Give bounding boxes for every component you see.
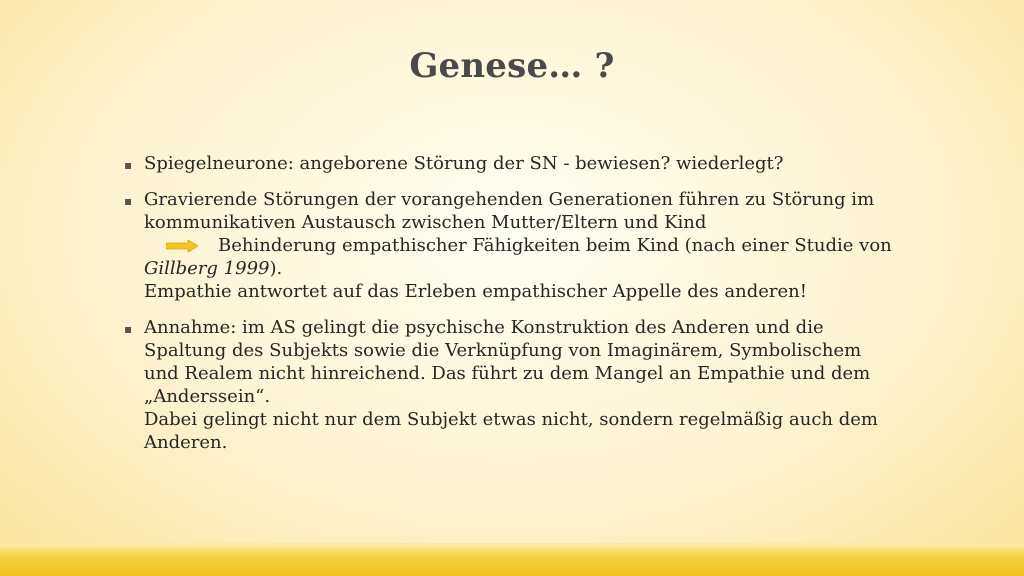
citation-tail: ). [269, 258, 283, 279]
bullet-3-line-3: und Realem nicht hinreichend. Das führt zu dem Mangel an Empathie und dem [144, 363, 871, 384]
bullet-2-line-3-text: Behinderung empathischer Fähigkeiten beim Kind (nach einer Studie von [218, 235, 892, 256]
bullet-marker: ▪ [124, 194, 133, 208]
citation-reference: Gillberg 1999 [144, 258, 270, 279]
right-arrow-icon [166, 240, 198, 252]
bullet-3-line-5: Dabei gelingt nicht nur dem Subjekt etwas nicht, sondern regelmäßig auch dem [144, 409, 878, 430]
bullet-3-line-1: Annahme: im AS gelingt die psychische Konstruktion des Anderen und die [144, 317, 824, 338]
bullet-2 [124, 188, 914, 303]
bullet-1 [124, 152, 914, 175]
footer-bar [0, 546, 1024, 576]
bullet-1-line-1: Spiegelneurone: angeborene Störung der SN - bewiesen? wiederlegt? [144, 153, 784, 174]
bullet-marker: ▪ [124, 158, 133, 172]
slide-content [124, 152, 914, 467]
bullet-3 [124, 316, 914, 454]
bullet-3-line-4: „Anderssein“. [144, 386, 271, 407]
bullet-marker: ▪ [124, 322, 133, 336]
slide-title: Genese… ? [409, 46, 615, 86]
bullet-2-line-5: Empathie antwortet auf das Erleben empathischer Appelle des anderen! [144, 281, 807, 302]
bullet-2-line-3 [144, 234, 914, 257]
bullet-3-line-6: Anderen. [144, 432, 228, 453]
bullet-2-line-4 [144, 257, 914, 280]
bullet-2-line-2: kommunikativen Austausch zwischen Mutter/Eltern und Kind [144, 212, 707, 233]
bullet-2-line-1: Gravierende Störungen der vorangehenden Generationen führen zu Störung im [144, 189, 875, 210]
bullet-3-line-2: Spaltung des Subjekts sowie die Verknüpfung von Imaginärem, Symbolischem [144, 340, 862, 361]
